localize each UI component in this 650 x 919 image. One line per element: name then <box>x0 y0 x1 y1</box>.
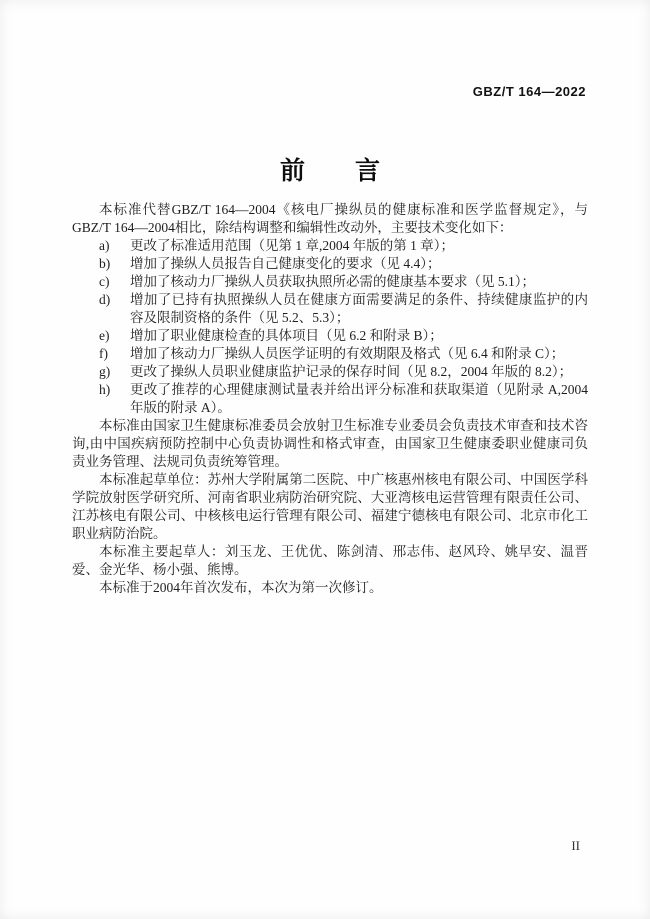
change-label: f) <box>99 346 108 361</box>
drafters-paragraph: 本标准主要起草人：刘玉龙、王优优、陈剑清、邢志伟、赵风玲、姚早安、温晋爱、金光华、杨小强、熊博。 <box>72 544 588 577</box>
change-item-e <box>72 327 588 345</box>
change-item-d <box>72 291 588 327</box>
change-item-f <box>72 345 588 363</box>
page-number: II <box>571 838 580 853</box>
publication-history-paragraph: 本标准于2004年首次发布，本次为第一次修订。 <box>99 580 383 595</box>
change-item-h <box>72 381 588 417</box>
change-item-b <box>72 255 588 273</box>
foreword-body <box>72 201 588 597</box>
change-text: 增加了职业健康检查的具体项目（见 6.2 和附录 B）； <box>130 328 443 343</box>
changes-list <box>72 237 588 417</box>
change-text: 更改了标准适用范围（见第 1 章,2004 年版的第 1 章）； <box>130 238 454 253</box>
change-item-a <box>72 237 588 255</box>
change-text: 增加了核动力厂操纵人员获取执照所必需的健康基本要求（见 5.1）； <box>130 274 535 289</box>
change-item-g <box>72 363 588 381</box>
change-label: c) <box>99 274 110 289</box>
change-text: 增加了操纵人员报告自己健康变化的要求（见 4.4）； <box>130 256 441 271</box>
change-text: 更改了推荐的心理健康测试量表并给出评分标准和获取渠道（见附录 A,2004 年版的附录 A）。 <box>130 382 588 415</box>
change-item-c <box>72 273 588 291</box>
intro-paragraph: 本标准代替GBZ/T 164—2004《核电厂操纵员的健康标准和医学监督规定》，与GBZ/T 164—2004相比，除结构调整和编辑性改动外，主要技术变化如下： <box>72 202 588 235</box>
change-label: g) <box>99 364 111 379</box>
change-text: 增加了已持有执照操纵人员在健康方面需要满足的条件、持续健康监护的内容及限制资格的条件（见 5.2、5.3）； <box>130 292 588 325</box>
review-paragraph: 本标准由国家卫生健康标准委员会放射卫生标准专业委员会负责技术审查和技术咨询,由中国疾病预防控制中心负责协调性和格式审查，由国家卫生健康委职业健康司负责业务管理、法规司负责统筹管理。 <box>72 418 588 469</box>
change-text: 更改了操纵人员职业健康监护记录的保存时间（见 8.2，2004 年版的 8.2）； <box>130 364 573 379</box>
change-label: h) <box>99 382 111 397</box>
drafting-organizations-paragraph: 本标准起草单位：苏州大学附属第二医院、中广核惠州核电有限公司、中国医学科学院放射医学研究所、河南省职业病防治研究院、大亚湾核电运营管理有限责任公司、江苏核电有限公司、中核核电运行管理有限公司、福建宁德核电有限公司、北京市化工职业病防治院。 <box>72 472 588 541</box>
change-label: b) <box>99 256 111 271</box>
change-label: a) <box>99 238 110 253</box>
change-text: 增加了核动力厂操纵人员医学证明的有效期限及格式（见 6.4 和附录 C）； <box>130 346 565 361</box>
change-label: d) <box>99 292 111 307</box>
page-title: 前 言 <box>279 157 380 185</box>
change-label: e) <box>99 328 110 343</box>
standard-code-header: GBZ/T 164—2022 <box>472 84 586 99</box>
